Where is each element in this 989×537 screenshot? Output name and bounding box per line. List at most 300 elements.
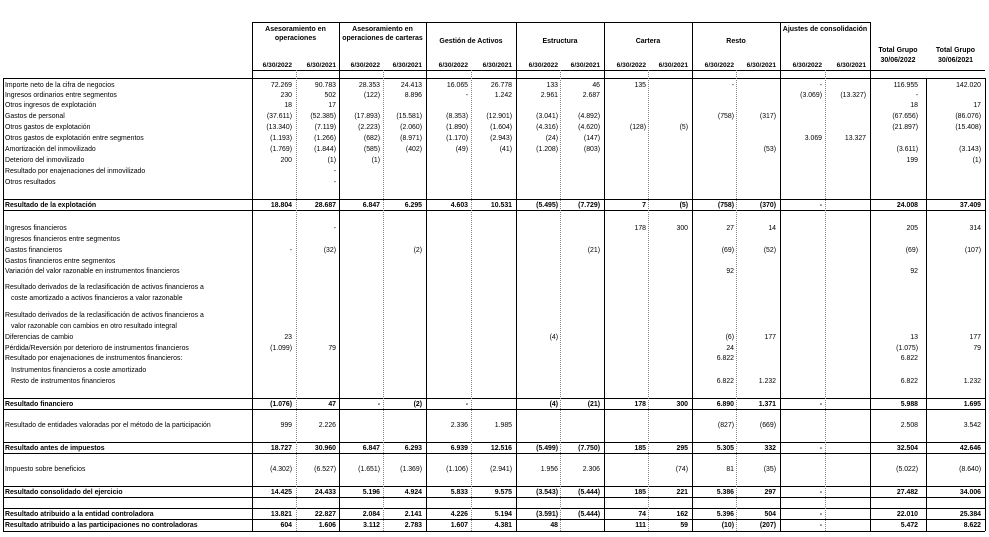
table-cell: 17	[973, 102, 981, 109]
table-cell: 200	[280, 157, 292, 164]
table-cell: (3.543)	[536, 489, 558, 496]
row-label: Resultado por enajenaciones de instrumentos financieros:	[5, 355, 183, 362]
table-cell: 59	[680, 522, 688, 529]
subtotal-rule	[3, 519, 985, 520]
table-cell: 295	[676, 445, 688, 452]
table-cell: (7.750)	[578, 445, 600, 452]
table-cell: (1.604)	[490, 124, 512, 131]
total-header-title: Total Grupo	[878, 47, 918, 54]
table-cell: -	[731, 82, 734, 89]
rule-line	[252, 70, 985, 71]
column-divider	[692, 22, 693, 531]
period-header: 6/30/2022	[616, 62, 646, 69]
table-cell: 177	[764, 334, 776, 341]
table-cell: (682)	[363, 135, 380, 142]
column-subdivider	[471, 70, 472, 531]
table-cell: 24	[726, 345, 734, 352]
table-cell: (107)	[964, 247, 981, 254]
row-label: Amortización del inmovilizado	[5, 146, 96, 153]
table-cell: (402)	[405, 146, 422, 153]
column-subdivider	[383, 70, 384, 531]
table-cell: 10.531	[490, 202, 512, 209]
table-cell: -	[333, 225, 336, 232]
table-cell: (8.353)	[446, 113, 468, 120]
table-cell: (317)	[759, 113, 776, 120]
table-cell: (41)	[499, 146, 512, 153]
table-cell: (4)	[549, 401, 558, 408]
table-cell: (32)	[323, 247, 336, 254]
column-divider	[252, 22, 253, 531]
table-cell: -	[377, 401, 380, 408]
table-cell: 5.196	[362, 489, 380, 496]
table-cell: 3.112	[363, 522, 380, 529]
table-cell: -	[333, 179, 336, 186]
table-cell: (4.620)	[578, 124, 600, 131]
table-cell: 6.822	[900, 355, 918, 362]
table-cell: 221	[676, 489, 688, 496]
table-cell: (5)	[679, 202, 688, 209]
table-cell: (74)	[675, 466, 688, 473]
table-left-border	[3, 78, 4, 531]
segment-header-title: Asesoramiento en operaciones de carteras	[342, 26, 423, 42]
column-subdivider	[736, 70, 737, 531]
period-header: 6/30/2022	[528, 62, 558, 69]
table-cell: (49)	[455, 146, 468, 153]
column-subdivider	[296, 70, 297, 531]
table-cell: 1.695	[963, 401, 981, 408]
table-cell: (13.327)	[840, 92, 866, 99]
row-label: Otros gastos de explotación	[5, 124, 91, 131]
table-cell: 5.396	[716, 511, 734, 518]
table-cell: (1.369)	[400, 466, 422, 473]
table-cell: -	[819, 511, 822, 518]
table-cell: (13.340)	[266, 124, 292, 131]
table-cell: 199	[906, 157, 918, 164]
subtotal-rule	[3, 199, 985, 200]
table-cell: (1.651)	[358, 466, 380, 473]
table-cell: (1.075)	[896, 345, 918, 352]
table-cell: 6.847	[362, 445, 380, 452]
table-cell: 135	[634, 82, 646, 89]
total-header-title: Total Grupo	[935, 47, 976, 54]
table-cell: (53)	[763, 146, 776, 153]
table-cell: 6.847	[362, 202, 380, 209]
table-cell: 205	[906, 225, 918, 232]
segment-header-title: Estructura	[542, 38, 578, 45]
table-cell: (4.302)	[270, 466, 292, 473]
table-cell: 3.542	[963, 422, 981, 429]
period-header: 6/30/2021	[392, 62, 422, 69]
table-cell: 2.226	[318, 422, 336, 429]
row-label-continued: valor razonable con cambios en otro resultado integral	[11, 323, 177, 330]
table-cell: (12.901)	[486, 113, 512, 120]
table-cell: 5.988	[900, 401, 918, 408]
table-cell: (758)	[717, 113, 734, 120]
table-cell: (370)	[759, 202, 776, 209]
row-label: Resultado financiero	[5, 401, 74, 408]
table-cell: (37.611)	[266, 113, 292, 120]
table-cell: 74	[638, 511, 646, 518]
table-cell: -	[333, 168, 336, 175]
row-label: Pérdida/Reversión por deterioro de instrumentos financieros	[5, 345, 189, 352]
table-cell: 14.425	[270, 489, 292, 496]
table-cell: 1.985	[494, 422, 512, 429]
table-cell: (2.943)	[490, 135, 512, 142]
table-cell: -	[465, 92, 468, 99]
table-cell: 8.622	[963, 522, 981, 529]
row-label: Resultado antes de impuestos	[5, 445, 105, 452]
column-divider	[926, 78, 927, 531]
table-cell: 92	[910, 268, 918, 275]
table-cell: 28.687	[314, 202, 336, 209]
period-header: 6/30/2021	[836, 62, 866, 69]
column-subdivider	[648, 70, 649, 531]
table-cell: (15.408)	[955, 124, 981, 131]
table-cell: (758)	[717, 202, 734, 209]
table-cell: 22.827	[314, 511, 336, 518]
table-cell: (24)	[545, 135, 558, 142]
table-cell: 32.504	[896, 445, 918, 452]
table-cell: 28.353	[358, 82, 380, 89]
table-cell: (1)	[972, 157, 981, 164]
table-cell: 116.955	[893, 82, 918, 89]
table-cell: 24.008	[896, 202, 918, 209]
subtotal-rule	[3, 210, 985, 211]
table-cell: (10)	[721, 522, 734, 529]
column-divider	[516, 22, 517, 531]
table-cell: (5.444)	[578, 511, 600, 518]
row-label: Resto de instrumentos financieros	[11, 378, 116, 385]
table-cell: (69)	[905, 247, 918, 254]
segment-header-title: Asesoramiento en operaciones	[265, 26, 326, 42]
rule-line	[252, 22, 870, 23]
table-cell: (128)	[629, 124, 646, 131]
table-cell: 133	[546, 82, 558, 89]
table-cell: 8.896	[404, 92, 422, 99]
table-cell: (122)	[363, 92, 380, 99]
subtotal-rule	[3, 409, 985, 410]
table-cell: (3.041)	[536, 113, 558, 120]
table-cell: 6.822	[900, 378, 918, 385]
subtotal-rule	[3, 398, 985, 399]
subtotal-rule	[3, 508, 985, 509]
column-divider	[985, 78, 986, 531]
table-cell: (67.656)	[892, 113, 918, 120]
table-cell: 27	[726, 225, 734, 232]
table-cell: (17.893)	[354, 113, 380, 120]
table-cell: (1.170)	[446, 135, 468, 142]
table-cell: 178	[634, 401, 646, 408]
table-cell: 47	[328, 401, 336, 408]
table-cell: (5.022)	[896, 466, 918, 473]
table-cell: (1)	[371, 157, 380, 164]
table-cell: 7	[642, 202, 646, 209]
table-cell: (207)	[759, 522, 776, 529]
table-cell: 2.084	[362, 511, 380, 518]
row-label: Otros ingresos de explotación	[5, 102, 97, 109]
table-cell: 2.306	[582, 466, 600, 473]
period-header: 6/30/2022	[704, 62, 734, 69]
table-cell: -	[819, 401, 822, 408]
table-cell: (21.897)	[892, 124, 918, 131]
table-cell: 111	[635, 522, 646, 529]
table-cell: (1.844)	[314, 146, 336, 153]
row-label: Resultado por enajenaciones del inmovilizado	[5, 168, 146, 175]
table-cell: 297	[764, 489, 776, 496]
table-cell: 5.472	[900, 522, 918, 529]
table-cell: -	[289, 247, 292, 254]
segment-header-title: Cartera	[635, 38, 661, 45]
table-cell: 185	[634, 489, 646, 496]
table-cell: -	[819, 445, 822, 452]
table-cell: 332	[764, 445, 776, 452]
table-cell: 16.065	[446, 82, 468, 89]
table-cell: 12.516	[490, 445, 512, 452]
table-cell: 2.783	[404, 522, 422, 529]
table-cell: 5.386	[716, 489, 734, 496]
row-label: Resultado consolidado del ejercicio	[5, 489, 123, 496]
table-cell: (3.069)	[800, 92, 822, 99]
table-cell: 162	[676, 511, 688, 518]
table-cell: 1.371	[758, 401, 776, 408]
period-header: 6/30/2021	[658, 62, 688, 69]
table-cell: 92	[726, 268, 734, 275]
table-cell: 17	[328, 102, 336, 109]
total-header-date: 30/06/2021	[937, 57, 974, 64]
table-cell: (1.076)	[270, 401, 292, 408]
row-label: Otros resultados	[5, 179, 56, 186]
table-cell: (1.193)	[270, 135, 292, 142]
table-cell: 6.939	[450, 445, 468, 452]
table-cell: 5.305	[716, 445, 734, 452]
row-label-continued: coste amortizado a activos financieros a valor razonable	[11, 295, 183, 302]
table-cell: 18	[910, 102, 918, 109]
table-cell: 9.575	[494, 489, 512, 496]
column-subdivider	[560, 70, 561, 531]
table-cell: 2.141	[404, 511, 422, 518]
subtotal-rule	[3, 486, 985, 487]
table-cell: (21)	[587, 401, 600, 408]
table-cell: 18	[284, 102, 292, 109]
table-cell: 3.069	[804, 135, 822, 142]
table-cell: (8.971)	[400, 135, 422, 142]
table-cell: 30.960	[314, 445, 336, 452]
table-cell: 504	[764, 511, 776, 518]
row-label: Gastos financieros entre segmentos	[5, 258, 116, 265]
column-divider	[426, 22, 427, 531]
table-cell: -	[465, 401, 468, 408]
table-cell: (2.223)	[358, 124, 380, 131]
period-header: 6/30/2022	[792, 62, 822, 69]
table-cell: 48	[550, 522, 558, 529]
table-cell: 24.433	[314, 489, 336, 496]
table-cell: 142.020	[956, 82, 981, 89]
column-divider	[780, 22, 781, 531]
table-cell: 314	[969, 225, 981, 232]
table-cell: 13.327	[844, 135, 866, 142]
table-cell: 79	[328, 345, 336, 352]
table-cell: (5)	[679, 124, 688, 131]
period-header: 6/30/2021	[482, 62, 512, 69]
table-cell: (4)	[549, 334, 558, 341]
segment-header-title: Ajustes de consolidación	[782, 26, 868, 33]
table-cell: 1.607	[450, 522, 468, 529]
table-cell: 5.833	[450, 489, 468, 496]
period-header: 6/30/2021	[570, 62, 600, 69]
table-cell: -	[819, 522, 822, 529]
row-label: Gastos de personal	[5, 113, 65, 120]
segment-header-title: Gestión de Activos	[439, 38, 503, 45]
table-cell: 2.336	[450, 422, 468, 429]
table-cell: (1.266)	[314, 135, 336, 142]
table-cell: 25.384	[959, 511, 981, 518]
table-cell: 177	[969, 334, 981, 341]
table-cell: 4.924	[404, 489, 422, 496]
table-cell: 604	[280, 522, 292, 529]
row-label: Ingresos ordinarios entre segmentos	[5, 92, 117, 99]
segment-header-title: Resto	[726, 38, 746, 45]
table-cell: (5.444)	[578, 489, 600, 496]
table-cell: -	[819, 202, 822, 209]
column-subdivider	[825, 70, 826, 531]
table-cell: (2.060)	[400, 124, 422, 131]
table-cell: (4.892)	[578, 113, 600, 120]
table-cell: 26.778	[490, 82, 512, 89]
table-cell: 6.822	[716, 355, 734, 362]
table-cell: 24.413	[400, 82, 422, 89]
subtotal-rule	[3, 497, 985, 498]
table-cell: 6.890	[716, 401, 734, 408]
table-cell: 4.381	[494, 522, 512, 529]
table-cell: 4.603	[450, 202, 468, 209]
subtotal-rule	[3, 531, 985, 532]
table-cell: (827)	[717, 422, 734, 429]
table-cell: 14	[768, 225, 776, 232]
table-cell: 230	[280, 92, 292, 99]
subtotal-rule	[3, 442, 985, 443]
table-cell: 6.822	[716, 378, 734, 385]
table-cell: 1.606	[318, 522, 336, 529]
table-cell: 46	[592, 82, 600, 89]
total-header-date: 30/06/2022	[880, 57, 916, 64]
table-cell: (35)	[763, 466, 776, 473]
table-cell: 37.409	[959, 202, 981, 209]
table-cell: (21)	[587, 247, 600, 254]
table-cell: 5.194	[494, 511, 512, 518]
row-label: Resultado de entidades valoradas por el método de la participación	[5, 422, 211, 429]
period-header: 6/30/2022	[350, 62, 380, 69]
table-cell: 27.482	[896, 489, 918, 496]
table-cell: (1.890)	[446, 124, 468, 131]
table-cell: (52.385)	[310, 113, 336, 120]
row-label: Instrumentos financieros a coste amortizado	[11, 367, 147, 374]
row-label: Deterioro del inmovilizado	[5, 157, 85, 164]
table-cell: 999	[280, 422, 292, 429]
table-cell: (669)	[759, 422, 776, 429]
table-cell: 72.269	[270, 82, 292, 89]
table-cell: (1.099)	[270, 345, 292, 352]
table-cell: 81	[726, 466, 734, 473]
table-cell: (2)	[413, 247, 422, 254]
row-label: Otros gastos de explotación entre segmentos	[5, 135, 144, 142]
table-cell: (1.208)	[536, 146, 558, 153]
table-cell: 502	[324, 92, 336, 99]
row-label: Ingresos financieros	[5, 225, 67, 232]
period-header: 6/30/2022	[262, 62, 292, 69]
table-cell: (4.316)	[536, 124, 558, 131]
rule-line	[3, 78, 985, 79]
table-cell: (3.143)	[959, 146, 981, 153]
table-cell: (69)	[721, 247, 734, 254]
table-cell: -	[819, 489, 822, 496]
table-cell: (5.495)	[536, 202, 558, 209]
row-label: Resultado derivados de la reclasificación de activos financieros a	[5, 312, 204, 319]
table-cell: (1)	[327, 157, 336, 164]
table-cell: 2.508	[900, 422, 918, 429]
table-cell: -	[819, 82, 822, 89]
row-label: Gastos financieros	[5, 247, 63, 254]
table-cell: (15.581)	[396, 113, 422, 120]
table-cell: (3.611)	[896, 146, 918, 153]
table-cell: 18.804	[270, 202, 292, 209]
table-cell: (1.769)	[270, 146, 292, 153]
row-label: Resultado atribuido a la entidad controladora	[5, 511, 154, 518]
table-cell: 6.295	[404, 202, 422, 209]
table-cell: (2.941)	[490, 466, 512, 473]
table-cell: (5.499)	[536, 445, 558, 452]
period-header: 6/30/2022	[438, 62, 468, 69]
table-cell: 34.006	[959, 489, 981, 496]
table-cell: 300	[676, 225, 688, 232]
table-cell: 22.010	[896, 511, 918, 518]
row-label: Resultado de la explotación	[5, 202, 97, 209]
table-cell: 178	[634, 225, 646, 232]
table-cell: (6.527)	[314, 466, 336, 473]
table-cell: 18.727	[270, 445, 292, 452]
table-cell: (8.640)	[959, 466, 981, 473]
row-label: Ingresos financieros entre segmentos	[5, 236, 120, 243]
table-cell: (147)	[583, 135, 600, 142]
table-cell: 1.232	[963, 378, 981, 385]
table-cell: (803)	[583, 146, 600, 153]
row-label: Variación del valor razonable en instrumentos financieros	[5, 268, 180, 275]
table-cell: (52)	[763, 247, 776, 254]
table-cell: 13	[910, 334, 918, 341]
table-cell: 185	[634, 445, 646, 452]
table-cell: 90.783	[314, 82, 336, 89]
row-label: Resultado atribuido a las participaciones no controladoras	[5, 522, 198, 529]
table-cell: -	[915, 92, 918, 99]
table-cell: (7.119)	[314, 124, 336, 131]
table-cell: 300	[676, 401, 688, 408]
row-label: Importe neto de la cifra de negocios	[5, 82, 115, 89]
row-label: Impuesto sobre beneficios	[5, 466, 86, 473]
row-label: Diferencias de cambio	[5, 334, 74, 341]
table-cell: (6)	[725, 334, 734, 341]
table-cell: (2)	[413, 401, 422, 408]
table-cell: 2.687	[582, 92, 600, 99]
column-divider	[339, 22, 340, 531]
table-cell: 42.646	[959, 445, 981, 452]
subtotal-rule	[3, 453, 985, 454]
table-cell: 1.242	[494, 92, 512, 99]
row-label: Resultado derivados de la reclasificación de activos financieros a	[5, 284, 204, 291]
table-cell: 1.956	[540, 466, 558, 473]
table-cell: 1.232	[758, 378, 776, 385]
table-cell: 13.821	[270, 511, 292, 518]
table-cell: 2.961	[540, 92, 558, 99]
table-cell: 79	[973, 345, 981, 352]
